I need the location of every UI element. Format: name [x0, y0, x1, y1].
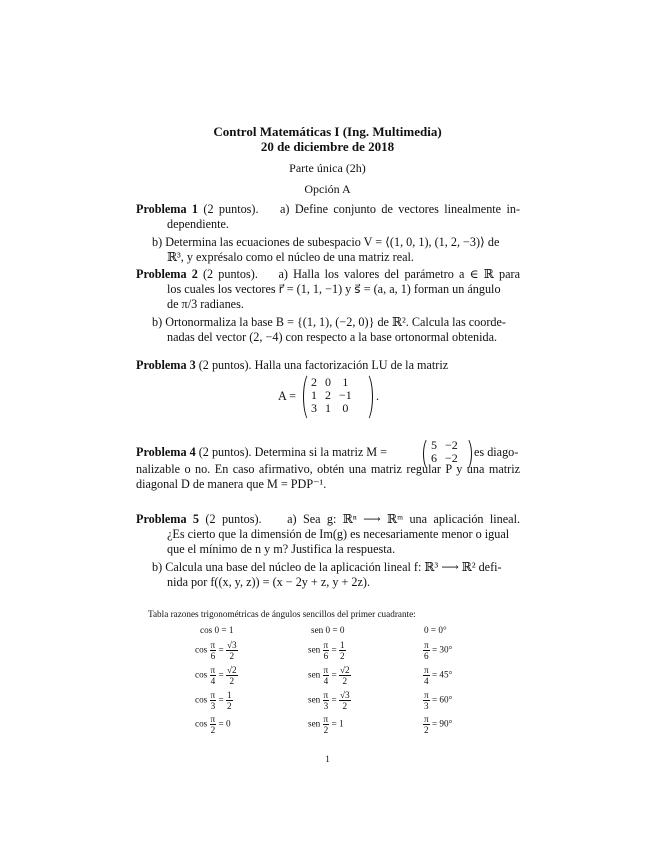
- trig-cos-row: cos $\frac{\pi}{4}$ = $\frac{√2}{2}$: [195, 665, 237, 686]
- matrix-m-cell: 6: [431, 451, 437, 465]
- problem-2-line-3: de π/3 radianes.: [167, 297, 244, 311]
- trig-sen-row: sen $\frac{\pi}{3}$ = $\frac{√3}{2}$: [308, 690, 350, 711]
- problem-2-line-2: los cuales los vectores r⃗ = (1, 1, −1) y s⃗ = (a, a, 1) forman un ángulo: [167, 282, 501, 296]
- problem-5-line-4: b) Calcula una base del núcleo de la aplicación lineal f: ℝ³ ⟶ ℝ² defi-: [152, 560, 502, 574]
- problem-3-label: Problema 3: [136, 358, 196, 372]
- problem-5-line-2: ¿Es cierto que la dimensión de Im(g) es necesariamente menor o igual: [167, 527, 510, 541]
- matrix-a-cell: 1: [325, 401, 331, 415]
- problem-4-line-1: Determina si la matriz M =: [254, 445, 388, 459]
- problem-4-line-3: nalizable o no. En caso afirmativo, obtén una matriz regular P y una matriz: [136, 462, 520, 476]
- matrix-a-right-paren: [358, 372, 373, 422]
- problem-1-line-2: dependiente.: [167, 217, 229, 231]
- trig-angle-0: 0 = 0°: [424, 625, 447, 635]
- problem-4-line-2: es diago-: [474, 445, 519, 459]
- exam-date: 20 de diciembre de 2018: [260, 139, 395, 154]
- exam-part: Parte única (2h): [289, 161, 366, 175]
- matrix-a-cell: 1: [342, 375, 349, 389]
- problem-1-line-3: b) Determina las ecuaciones de subespacio V = ⟨(1, 0, 1), (1, 2, −3)⟩ de: [152, 235, 500, 249]
- trig-sen-row: sen $\frac{\pi}{2}$ = 1: [308, 714, 344, 735]
- matrix-a-cell: 0: [325, 375, 331, 389]
- problem-2-line-5: nadas del vector (2, −4) con respecto a la base ortonormal obtenida.: [167, 330, 498, 344]
- matrix-m-cell: −2: [445, 451, 458, 465]
- trig-cos-row: cos $\frac{\pi}{3}$ = $\frac{1}{2}$: [195, 690, 232, 711]
- problem-2-points: (2 puntos).: [202, 267, 258, 281]
- problem-5-label: Problema 5: [136, 512, 200, 526]
- problem-4-label: Problema 4: [136, 445, 196, 459]
- trig-angle-row: $\frac{\pi}{2}$ = 90°: [424, 714, 453, 735]
- problem-5-line-1: a) Sea g: ℝⁿ ⟶ ℝᵐ una aplicación lineal.: [287, 512, 521, 526]
- matrix-a-label: A =: [278, 389, 297, 403]
- problem-2-label: Problema 2: [136, 267, 198, 281]
- problem-1-points: (2 puntos).: [203, 202, 259, 216]
- problem-3-points: (2 puntos).: [198, 358, 252, 372]
- trig-cos-0: cos 0 = 1: [200, 625, 234, 635]
- problem-3: [136, 358, 520, 373]
- trig-sen-row: sen $\frac{\pi}{6}$ = $\frac{1}{2}$: [308, 640, 345, 661]
- problem-4-line-4: diagonal D de manera que M = PDP⁻¹.: [136, 477, 327, 491]
- problem-4-points: (2 puntos).: [198, 445, 252, 459]
- matrix-a-cell: 0: [342, 401, 349, 415]
- matrix-a-cell: 1: [311, 388, 317, 402]
- problem-5-line-5: nida por f((x, y, z)) = (x − 2y + z, y + 2z).: [167, 575, 371, 589]
- trig-cos-row: cos $\frac{\pi}{2}$ = 0: [195, 714, 231, 735]
- problem-2-line-4: b) Ortonormaliza la base B = {(1, 1), (−2, 0)} de ℝ². Calcula las coorde-: [152, 315, 506, 329]
- matrix-m-cell: 5: [431, 438, 437, 452]
- matrix-a: [307, 376, 356, 415]
- problem-1-label: Problema 1: [136, 202, 199, 216]
- trig-sen-row: sen $\frac{\pi}{4}$ = $\frac{√2}{2}$: [308, 665, 350, 686]
- problem-4-rest: [136, 462, 520, 492]
- trig-angle-row: $\frac{\pi}{6}$ = 30°: [424, 640, 453, 661]
- problem-5-line-3: que el mínimo de n y m? Justifica la respuesta.: [167, 542, 396, 556]
- matrix-a-cell: 3: [311, 401, 317, 415]
- problem-1: [136, 202, 520, 265]
- trig-angle-row: $\frac{\pi}{4}$ = 45°: [424, 665, 453, 686]
- trig-cos-row: cos $\frac{\pi}{6}$ = $\frac{√3}{2}$: [195, 640, 237, 661]
- problem-5: [136, 512, 520, 590]
- trig-table-caption: Tabla razones trigonométricas de ángulos sencillos del primer cuadrante:: [148, 609, 416, 619]
- problem-3-line-1: Halla una factorización LU de la matriz: [254, 358, 449, 372]
- page-number: 1: [325, 754, 330, 764]
- matrix-a-cell: −1: [339, 388, 352, 402]
- problem-1-line-1: a) Define conjunto de vectores linealmente in-: [280, 202, 521, 216]
- trig-angle-row: $\frac{\pi}{3}$ = 60°: [424, 690, 453, 711]
- problem-2: [136, 267, 520, 345]
- problem-5-points: (2 puntos).: [205, 512, 262, 526]
- matrix-a-period: .: [376, 389, 380, 403]
- trig-sen-0: sen 0 = 0: [311, 625, 345, 635]
- matrix-a-cell: 2: [311, 375, 317, 389]
- matrix-a-cell: 2: [325, 388, 331, 402]
- matrix-m-cell: −2: [445, 438, 458, 452]
- exam-option: Opción A: [304, 182, 351, 196]
- exam-title: Control Matemáticas I (Ing. Multimedia): [213, 124, 442, 139]
- problem-2-line-1: a) Halla los valores del parámetro a ∈ ℝ para: [278, 267, 520, 281]
- problem-1-line-4: ℝ³, y exprésalo como el núcleo de una matriz real.: [167, 250, 414, 264]
